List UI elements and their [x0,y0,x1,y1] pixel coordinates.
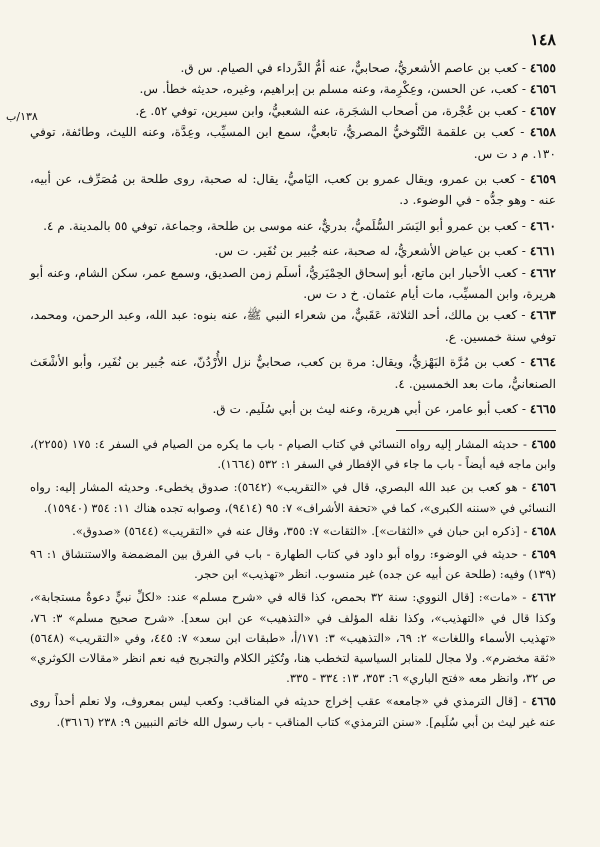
footnote-text: - حديثه في الوضوء: رواه أبو داود في كتاب الطهارة - باب في الفرق بين المضمضة والاستنشاق ١: ٩٦ (١٣٩) وفيه: (طلحة عن أبيه عن جده) غير منسوب. انظر «تهذيب» ابن حجر. [30,547,556,582]
footnote-text: - [ذكره ابن حبان في «الثقات»]. «الثقات» ٧: ٣٥٥، وقال عنه في «التقريب» (٥٦٤٤) «صدوق». [72,523,528,538]
entry [30,352,556,395]
footnote-text: - «مات»: [قال النووي: سنة ٣٢ بحمص، كذا قاله في «شرح مسلم» عند: «لكلِّ نبيٍّ دعوةٌ مستجابة»، وكذا قال في «التهذيب»، وكذا نقله المؤلف في «التذهيب» عن ابن سعد]. «شرح صحيح مسلم» ٣: ٧٦، «تهذيب الأسماء واللغات» ٢: ٦٩، «التذهيب» ٣: ١٧١/أ، «طبقات ابن سعد» ٧: ٤٤٥، وفي «التقريب» (٥٦٤٨) «ثقة مخضرم». ولا مجال للمنابر السياسية لتخطب هنا، وتُكثِر الكلام والتجريح فيه نعم انظر «مقالات الكوثري» ص ٣٢، وانظر معه «فتح الباري» ٦: ٣٥٣، ١٣: ٣٣٤ - ٣٣٥. [30,590,557,686]
footnote [30,544,556,584]
entry-number: ٤٦٦٠ [529,218,556,233]
entry-number: ٤٦٥٨ [529,125,557,140]
footnote [30,691,556,731]
entry-text: - كعب بن عمرو أبو اليَسَر السُّلَميُّ، بدريٌّ، عنه موسى بن طلحة، وجماعة، توفي ٥٥ بالمدينة. م ٤. [43,218,526,233]
page-number: ١٤٨ [530,30,556,49]
footnote-text: - [قال الترمذي في «جامعه» عقب إخراج حديثه في المناقب: وكعب ليس بمعروف، ولا نعلم أحداً روى عنه غير ليث بن أبي سُلَيم]. «سنن الترمذي» كتاب المناقب - باب رسول الله خاتم النبيين ٩: ٢٣٨ (٣٦١٦). [30,694,556,729]
margin-folio-note: ١٣٨/ب [6,110,38,123]
entry-number: ٤٦٥٥ [529,61,556,75]
entry-text: - كعب الأحبار ابن ماتع، أبو إسحاق الحِمْيَريُّ، أسلَم زمن الصديق، وسمع عمر، سكن الشام، وعنه أبو هريرة، وابن المسيِّب، مات أيام عثمان. خ د ت س. [30,265,556,302]
footnote-number: ٤٦٦٢ [531,590,556,605]
entry [30,101,556,122]
footnote-separator [396,430,556,431]
footnote-number: ٤٦٥٨ [531,523,556,538]
footnote [30,521,556,541]
entry [30,79,556,100]
entry-text: - كعب بن مالك، أحد الثلاثة، عَقَبيٌّ، من شعراء النبي ﷺ، عنه بنوه: عبد الله، وعبد الرحمن، ومحمد، توفي سنة خمسين. ع. [30,308,556,344]
entry-text: - كعب أبو عامر، عن أبي هريرة، وعنه ليث بن أبي سُلَيم. ت ق. [212,402,526,417]
entry-number: ٤٦٦٣ [529,308,556,323]
footnote-number: ٤٦٥٩ [531,547,556,562]
entry-number: ٤٦٥٧ [529,103,556,118]
entry-text: - كعب بن عاصم الأشعريُّ، صحابيٌّ، عنه أمُّ الدَّرداء في الصيام. س ق. [180,61,526,75]
entry-number: ٤٦٦٤ [529,355,556,370]
footnote-text: - هو كعب بن عبد الله البصري، قال في «التقريب» (٥٦٤٢): صدوق يخطىء. وحديثه المشار إليه: رواه النسائي في «سننه الكبرى»، كما في «تحفة الأشراف» ٧: ٩٥ (٩٤١٤)، وصوابه تجده هناك ١١: ٣٥٤ (١٥٩٤٠). [30,480,556,515]
footnote [30,434,556,474]
entry [30,241,556,262]
entry [30,305,556,348]
entry [30,122,556,165]
entry-text: - كعب بن مُرَّة البَهْزيُّ، ويقال: مرة بن كعب، صحابيٌّ نزل الأُرْدُنّ، عنه جُبير بن نُفَير، وأبو الأشْعَث الصنعانيُّ، مات بعد الخمسين. ٤. [30,355,556,391]
entry-number: ٤٦٦٥ [529,402,556,417]
entry [30,263,556,306]
entry-text: - كعب بن علقمة التَّنُوخيُّ المصريُّ، تابعيٌّ، سمع ابن المسيِّب، وعِدَّة، وعنه الليث، وطائفة، توفي ١٣٠. م د ت س. [30,125,556,161]
entry-text: - كعب، عن الحسن، وعِكْرِمة، وعنه مسلم بن إبراهيم، وغيره، حديثه خطأ. س. [139,82,526,97]
footnotes-list [30,434,556,735]
footnote-number: ٤٦٦٥ [531,694,556,709]
footnote-text: - حديثه المشار إليه رواه النسائي في كتاب الصيام - باب ما يكره من الصيام في السفر ٤: ١٧٥ (٢٢٥٥)، وابن ماجه فيه أيضاً - باب ما جاء في الإفطار في السفر ١: ٥٣٢ (١٦٦٤). [30,437,556,472]
footnote [30,587,556,688]
entry-text: - كعب بن عياض الأشعريُّ، له صحبة، عنه جُبير بن نُفَير. ت س. [214,244,526,259]
entry [30,399,556,420]
entry [30,169,556,212]
entry [30,216,556,237]
entry [30,58,556,79]
entry-text: - كعب بن عُجْرة، من أصحاب الشجَرة، عنه الشعبيُّ، وابن سيرين، توفي ٥٢. ع. [135,103,526,118]
footnote-number: ٤٦٥٦ [531,480,556,495]
footnote [30,477,556,517]
entry-number: ٤٦٥٦ [529,82,556,97]
footnote-number: ٤٦٥٥ [531,437,556,451]
entry-number: ٤٦٥٩ [529,172,556,187]
entry-number: ٤٦٦٢ [529,265,557,280]
entries-list [30,58,556,421]
entry-number: ٤٦٦١ [529,244,556,259]
entry-text: - كعب بن عمرو، ويقال عمرو بن كعب، اليَاميُّ، يقال: له صحبة، روى طلحة بن مُصَرِّف، عن أبيه، عنه - وهو جدُّه - في الوضوء. د. [30,172,556,208]
